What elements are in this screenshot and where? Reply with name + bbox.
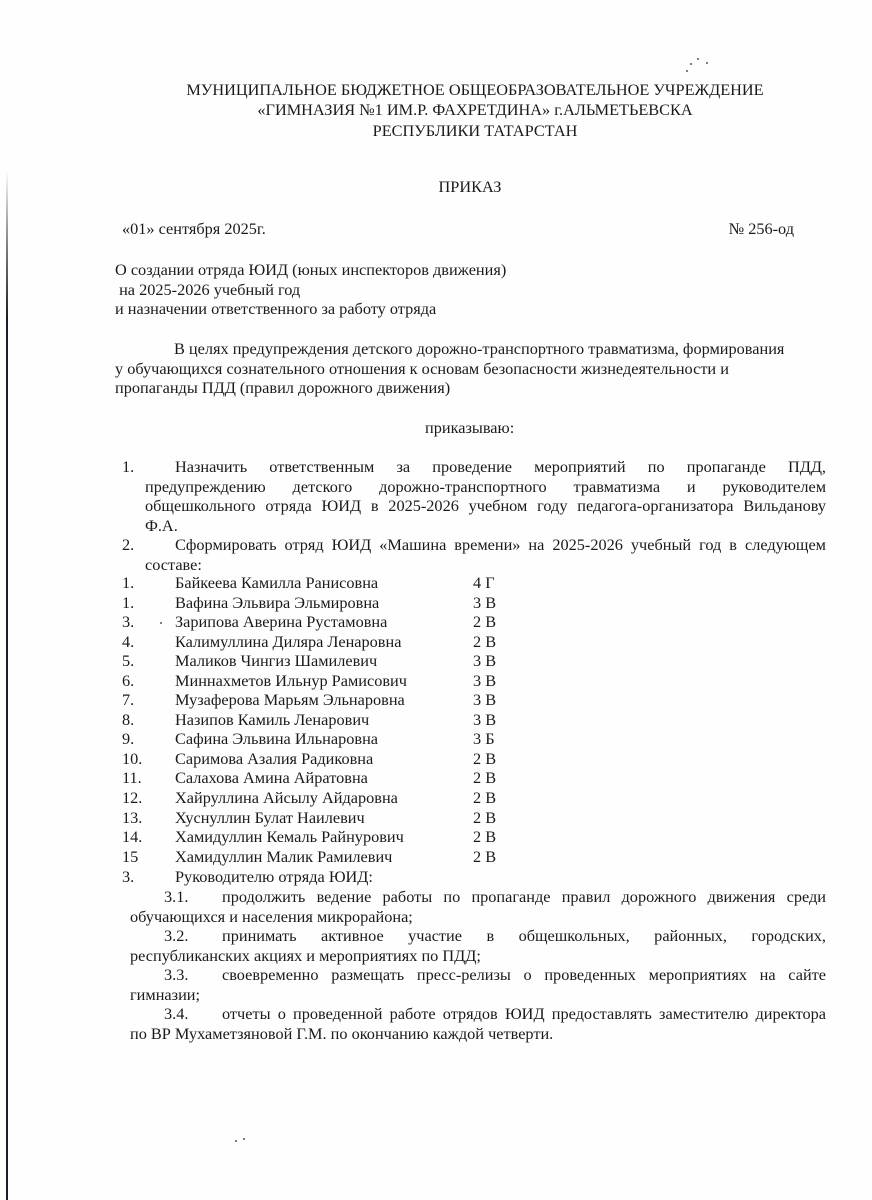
- roster-number: 7.: [122, 690, 135, 710]
- student-name: Назипов Камиль Ленарович: [175, 709, 370, 729]
- roster-row: [0, 690, 872, 710]
- scan-speck: [686, 70, 688, 72]
- scan-speck: [243, 1138, 245, 1140]
- roster-number: 1.: [122, 573, 135, 592]
- subitem-number: 3.1.: [164, 887, 189, 906]
- roster-number: 3.: [122, 612, 135, 632]
- roster-number: 4.: [122, 631, 135, 651]
- student-class: 2 В: [473, 631, 497, 651]
- subject-line-3: и назначении ответственного за работу отряда: [115, 299, 437, 318]
- student-name: Сафина Эльвина Ильнаровна: [175, 729, 379, 749]
- preamble-line-2: у обучающихся сознательного отношения к основам безопасности жизнедеятельности и: [115, 358, 729, 378]
- student-name: Хайруллина Айсылу Айдаровна: [175, 788, 398, 808]
- roster-row: [0, 632, 872, 652]
- item-text-line: Ф.А.: [145, 515, 178, 535]
- squad-roster: [0, 573, 872, 866]
- item-text-first-line: Руководителю отряда ЮИД:: [175, 867, 373, 886]
- roster-number: 8.: [122, 709, 135, 729]
- student-class: 3 В: [473, 592, 497, 612]
- student-class: 3 В: [473, 670, 497, 690]
- item-number: 1.: [122, 457, 135, 476]
- roster-number: 10.: [122, 748, 143, 768]
- subitem-text-first-line: своевременно размещать пресс-релизы о проведенных мероприятиях на сайте: [222, 965, 826, 984]
- subitem-number: 3.2.: [164, 926, 189, 945]
- student-class: 2 В: [473, 827, 497, 847]
- item-text-first-line: Сформировать отряд ЮИД «Машина времени» на 2025-2026 учебный год в следующем: [175, 535, 826, 554]
- student-name: Байкеева Камилла Ранисовна: [175, 573, 379, 592]
- item-number: 2.: [122, 535, 135, 554]
- student-class: 2 В: [473, 788, 497, 808]
- student-name: Саримова Азалия Радиковна: [175, 748, 374, 768]
- student-name: Вафина Эльвира Эльмировна: [175, 592, 380, 612]
- scan-speck: [706, 62, 708, 64]
- subitem-text-line: республиканских акциях и мероприятиях по ПДД;: [130, 945, 481, 965]
- student-name: Миннахметов Ильнур Рамисович: [175, 670, 407, 690]
- item-text-line: общешкольного отряда ЮИД в 2025-2026 учебном году педагога-организатора Вильданову: [145, 496, 826, 515]
- roster-number: 14.: [122, 827, 143, 847]
- student-name: Маликов Чингиз Шамилевич: [175, 651, 378, 671]
- roster-row: [0, 573, 872, 593]
- roster-number: 6.: [122, 670, 135, 690]
- student-name: Хамидуллин Малик Рамилевич: [175, 846, 393, 866]
- student-class: 3 В: [473, 690, 497, 710]
- roster-number: 12.: [122, 788, 143, 808]
- item-text-line: составе:: [145, 554, 202, 574]
- roster-row: [0, 651, 872, 671]
- preamble-line-1: В целях предупреждения детского дорожно-транспортного травматизма, формирования: [174, 339, 785, 358]
- subitem-text-first-line: отчеты о проведенной работе отрядов ЮИД предоставлять заместителю директора: [222, 1004, 826, 1023]
- student-class: 3 Б: [473, 729, 495, 749]
- preamble-line-3: пропаганды ПДД (правил дорожного движения): [115, 378, 451, 397]
- student-class: 2 В: [473, 768, 497, 788]
- student-name: Хуснуллин Булат Наилевич: [175, 807, 365, 827]
- subitem-text-line: обучающихся и населения микрорайона;: [130, 906, 413, 926]
- header-line-3: РЕСПУБЛИКИ ТАТАРСТАН: [372, 120, 578, 140]
- header-line-1: МУНИЦИПАЛЬНОЕ БЮДЖЕТНОЕ ОБЩЕОБРАЗОВАТЕЛЬНОЕ УЧРЕЖДЕНИЕ: [186, 80, 764, 99]
- student-class: 2 В: [473, 807, 497, 827]
- student-class: 2 В: [473, 846, 497, 866]
- roster-number: 11.: [122, 768, 142, 788]
- student-name: Салахова Амина Айратовна: [175, 768, 368, 788]
- roster-row: [0, 729, 872, 749]
- subitem-text-first-line: принимать активное участие в общешкольных, районных, городских,: [222, 926, 826, 945]
- roster-row: [0, 847, 872, 867]
- roster-row: [0, 612, 872, 632]
- scan-speck: [235, 1140, 237, 1142]
- roster-number: 15: [122, 846, 139, 866]
- item-number: 3.: [122, 867, 135, 886]
- roster-row: [0, 749, 872, 769]
- subitem-number: 3.3.: [164, 965, 189, 984]
- student-name: Зарипова Аверина Рустамовна: [175, 612, 388, 632]
- subitem-number: 3.4.: [164, 1004, 189, 1023]
- document-number: № 256-од: [728, 219, 794, 238]
- roster-row: [0, 768, 872, 788]
- subitem-text-line: по ВР Мухаметзяновой Г.М. по окончанию каждой четверти.: [130, 1023, 554, 1043]
- subject-line-2: на 2025-2026 учебный год: [115, 279, 301, 299]
- scan-speck: [690, 63, 692, 65]
- subject-line-1: О создании отряда ЮИД (юных инспекторов движения): [115, 260, 507, 279]
- item-text-line: предупреждению детского дорожно-транспортного травматизма и руководителем: [145, 476, 826, 496]
- student-class: 3 В: [473, 709, 497, 729]
- order-word: приказываю:: [425, 418, 515, 437]
- student-class: 3 В: [473, 651, 497, 671]
- roster-row: [0, 808, 872, 828]
- roster-number: 9.: [122, 729, 135, 749]
- scan-speck: [697, 58, 699, 60]
- roster-row: [0, 710, 872, 730]
- roster-number: 1.: [122, 592, 135, 612]
- document-type-title: ПРИКАЗ: [438, 177, 502, 196]
- subitem-text-first-line: продолжить ведение работы по пропаганде правил дорожного движения среди: [222, 887, 826, 906]
- document-date: «01» сентября 2025г.: [122, 219, 266, 238]
- item-text-first-line: Назначить ответственным за проведение мероприятий по пропаганде ПДД,: [175, 457, 826, 476]
- student-name: Калимуллина Диляра Ленаровна: [175, 631, 402, 651]
- roster-row: [0, 593, 872, 613]
- roster-row: [0, 788, 872, 808]
- student-name: Хамидуллин Кемаль Райнурович: [175, 827, 404, 847]
- student-class: 4 Г: [473, 573, 495, 592]
- header-line-2: «ГИМНАЗИЯ №1 ИМ.Р. ФАХРЕТДИНА» г.АЛЬМЕТЬЕВСКА: [257, 100, 693, 120]
- roster-number: 13.: [122, 807, 143, 827]
- institution-header: [100, 80, 850, 141]
- roster-row: [0, 671, 872, 691]
- roster-row: [0, 827, 872, 847]
- student-class: 2 В: [473, 612, 497, 632]
- student-name: Музаферова Марьям Эльнаровна: [175, 690, 405, 710]
- student-class: 2 В: [473, 748, 497, 768]
- subitem-text-line: гимназии;: [130, 984, 201, 1004]
- roster-number: 5.: [122, 651, 135, 671]
